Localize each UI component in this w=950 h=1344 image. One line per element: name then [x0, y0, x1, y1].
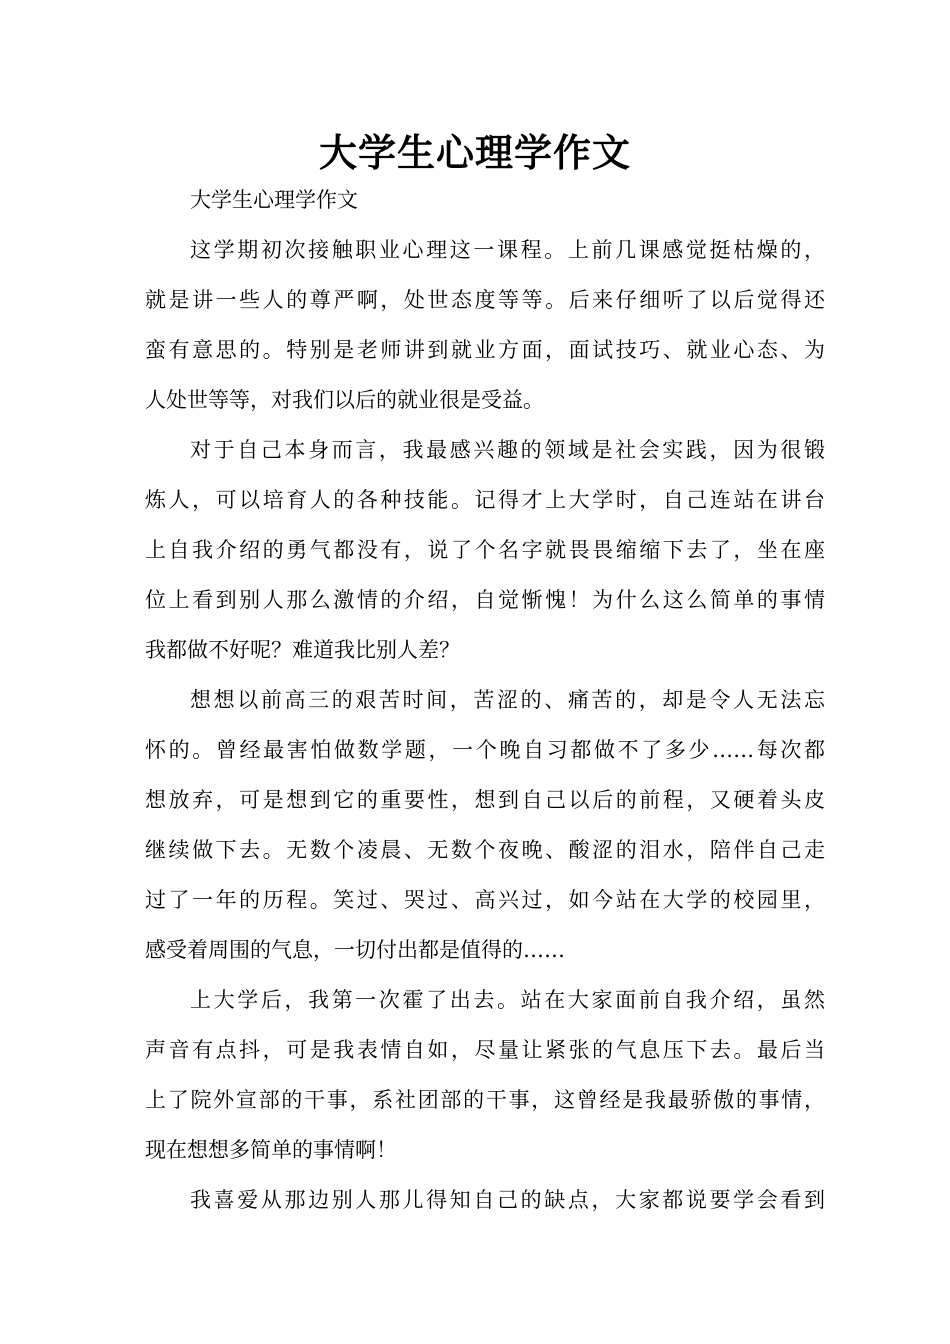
paragraph-line: 这学期初次接触职业心理这一课程。上前几课感觉挺枯燥的， [190, 238, 825, 262]
paragraph-line: 我喜爱从那边别人那儿得知自己的缺点，大家都说要学会看到 [190, 1188, 825, 1212]
paragraph-line: 上了院外宣部的干事，系社团部的干事，这曾经是我最骄傲的事情， [145, 1088, 825, 1112]
paragraph-line: 现在想想多简单的事情啊！ [145, 1138, 397, 1162]
paragraph-line: 对于自己本身而言，我最感兴趣的领域是社会实践，因为很锻 [190, 438, 825, 462]
document-subtitle: 大学生心理学作文 [190, 188, 358, 212]
paragraph-line: 炼人，可以培育人的各种技能。记得才上大学时，自己连站在讲台 [145, 488, 825, 512]
paragraph-line: 继续做下去。无数个凌晨、无数个夜晚、酸涩的泪水，陪伴自己走 [145, 838, 825, 862]
paragraph-line: 人处世等等，对我们以后的就业很是受益。 [145, 388, 544, 412]
document-title: 大学生心理学作文 [318, 131, 631, 175]
paragraph-line: 怀的。曾经最害怕做数学题，一个晚自习都做不了多少……每次都 [145, 738, 825, 762]
paragraph-line: 声音有点抖，可是我表情自如，尽量让紧张的气息压下去。最后当 [145, 1038, 825, 1062]
paragraph-line: 感受着周围的气息，一切付出都是值得的…… [145, 938, 565, 962]
paragraph-line: 位上看到别人那么激情的介绍，自觉惭愧！为什么这么简单的事情 [145, 588, 825, 612]
paragraph-line: 上大学后，我第一次霍了出去。站在大家面前自我介绍，虽然 [190, 988, 825, 1012]
paragraph-line: 过了一年的历程。笑过、哭过、高兴过，如今站在大学的校园里， [145, 888, 825, 912]
paragraph-line: 就是讲一些人的尊严啊，处世态度等等。后来仔细听了以后觉得还 [145, 288, 825, 312]
paragraph-line: 想放弃，可是想到它的重要性，想到自己以后的前程，又硬着头皮 [145, 788, 825, 812]
paragraph-line: 我都做不好呢？难道我比别人差？ [145, 638, 460, 662]
paragraph-line: 上自我介绍的勇气都没有，说了个名字就畏畏缩缩下去了，坐在座 [145, 538, 825, 562]
paragraph-line: 想想以前高三的艰苦时间，苦涩的、痛苦的，却是令人无法忘 [190, 688, 825, 712]
paragraph-line: 蛮有意思的。特别是老师讲到就业方面，面试技巧、就业心态、为 [145, 338, 825, 362]
